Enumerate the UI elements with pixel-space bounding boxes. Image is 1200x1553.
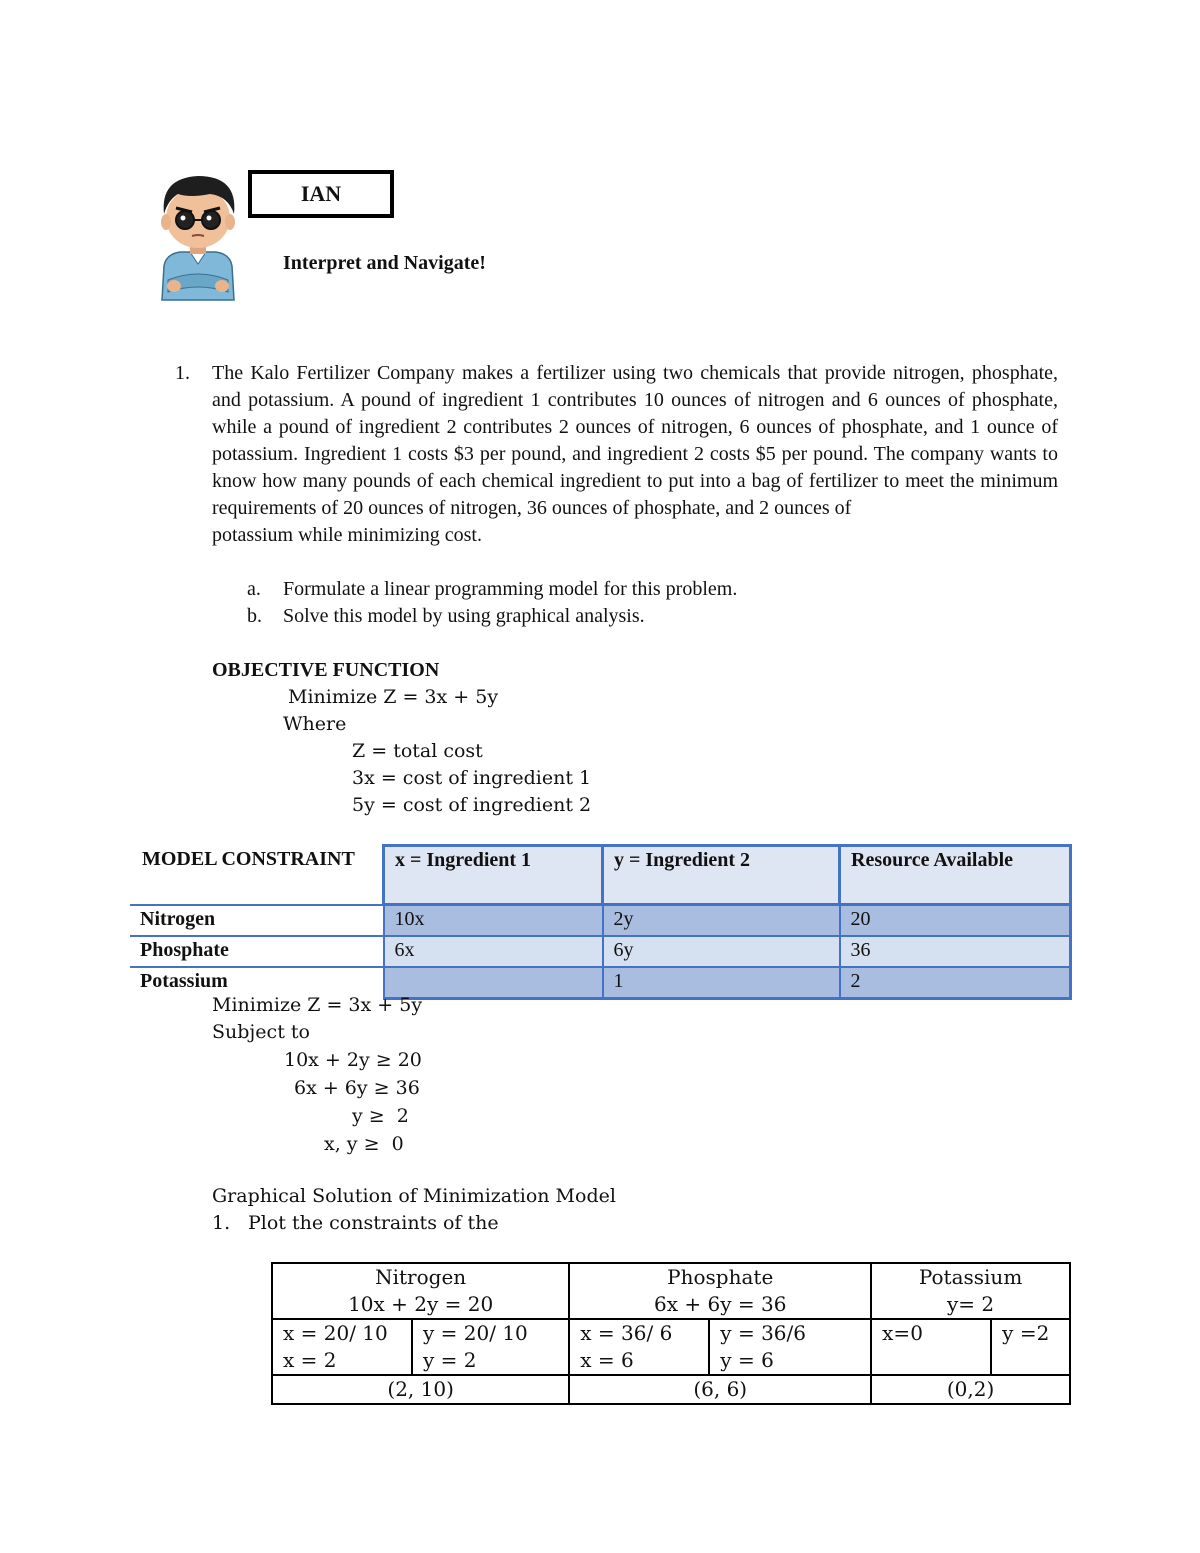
row-label-phosphate: Phosphate [130,936,384,967]
cell: 20 [840,905,1071,937]
group-name: Potassium [918,1265,1023,1289]
cell [871,1319,991,1375]
cell: 6y [603,936,840,967]
phosphate-point: (6, 6) [569,1375,871,1404]
model-objective: Minimize Z = 3x + 5y [212,994,423,1016]
cell: 2 [840,967,1071,999]
cell: 6x [384,936,603,967]
potassium-point: (0,2) [871,1375,1070,1404]
cell-line: y = 20/ 10 [423,1321,528,1345]
cell: 2y [603,905,840,937]
table-row [130,905,1071,937]
cell [412,1319,569,1375]
group-name: Nitrogen [375,1265,467,1289]
problem-paragraph [212,360,1058,549]
objective-where: Where [283,713,347,735]
table-row [272,1263,1070,1319]
cell: 1 [603,967,840,999]
cell [991,1319,1070,1375]
objective-heading: OBJECTIVE FUNCTION [212,659,440,681]
table-row [272,1375,1070,1404]
model-subject-to: Subject to [212,1021,310,1043]
cell-line: x = 6 [580,1348,634,1372]
cell-line: y = 36/6 [720,1321,806,1345]
header-resource: Resource Available [840,846,1071,905]
intercepts-table [271,1262,1071,1405]
cell [569,1319,709,1375]
constraint-phosphate: 6x + 6y ≥ 36 [294,1077,420,1099]
row-label-nitrogen: Nitrogen [130,905,384,937]
task-a-marker: a. [247,578,261,600]
constraint-potassium: y ≥ 2 [352,1105,409,1127]
title-badge: IAN [248,170,394,218]
cell [272,1319,412,1375]
definition-z: Z = total cost [352,740,483,762]
graphical-step-number: 1. [212,1212,231,1234]
task-b-marker: b. [247,605,262,627]
problem-number: 1. [175,362,190,384]
potassium-header [871,1263,1070,1319]
cell-line: y =2 [1002,1321,1050,1345]
cell [709,1319,871,1375]
table-row [272,1319,1070,1375]
cell-line: x = 2 [283,1348,337,1372]
subtitle: Interpret and Navigate! [283,252,486,274]
constraint-nitrogen: 10x + 2y ≥ 20 [284,1049,422,1071]
header-y: y = Ingredient 2 [603,846,840,905]
objective-formula: Minimize Z = 3x + 5y [288,686,499,708]
task-a-text: Formulate a linear programming model for this problem. [283,578,738,600]
header-model-constraint: MODEL CONSTRAINT [142,847,355,870]
constraint-nonnegativity: x, y ≥ 0 [324,1133,404,1155]
row-label-potassium: Potassium [130,967,384,999]
graphical-title: Graphical Solution of Minimization Model [212,1185,616,1207]
group-equation: 10x + 2y = 20 [348,1292,494,1316]
definition-5y: 5y = cost of ingredient 2 [352,794,592,816]
cell: 36 [840,936,1071,967]
cell-line: x = 36/ 6 [580,1321,673,1345]
cell-line: y = 2 [423,1348,477,1372]
nitrogen-header [272,1263,569,1319]
table-header-row [130,846,1071,905]
graphical-step-text: Plot the constraints of the [248,1212,499,1234]
group-equation: y= 2 [947,1292,995,1316]
group-equation: 6x + 6y = 36 [654,1292,787,1316]
header-x: x = Ingredient 1 [384,846,603,905]
phosphate-header [569,1263,871,1319]
nitrogen-point: (2, 10) [272,1375,569,1404]
table-row [130,936,1071,967]
cell: 10x [384,905,603,937]
cartoon-avatar [150,168,246,304]
group-name: Phosphate [667,1265,774,1289]
problem-text: The Kalo Fertilizer Company makes a fertilizer using two chemicals that provide nitrogen, phosphate, and potassium. A pound of ingredient 1 contributes 10 ounces of nitrogen and 6 ounces of phosphate, while a pound of ingredient 2 contributes 2 ounces of nitrogen, 6 ounces of phosphate, and 1 ounce of potassium. Ingredient 1 costs $3 per pound, and ingredient 2 costs $5 per pound. The company wants to know how many pounds of each chemical ingredient to put into a bag of fertilizer to meet the minimum requirements of 20 ounces of nitrogen, 36 ounces of phosphate, and 2 ounces of [212,362,1058,519]
problem-text-last: potassium while minimizing cost. [212,524,482,546]
cell-line: x=0 [882,1321,923,1345]
cell-line: y = 6 [720,1348,774,1372]
task-b-text: Solve this model by using graphical analysis. [283,605,645,627]
cell-line: x = 20/ 10 [283,1321,388,1345]
definition-3x: 3x = cost of ingredient 1 [352,767,592,789]
model-constraint-table [130,844,1072,1000]
